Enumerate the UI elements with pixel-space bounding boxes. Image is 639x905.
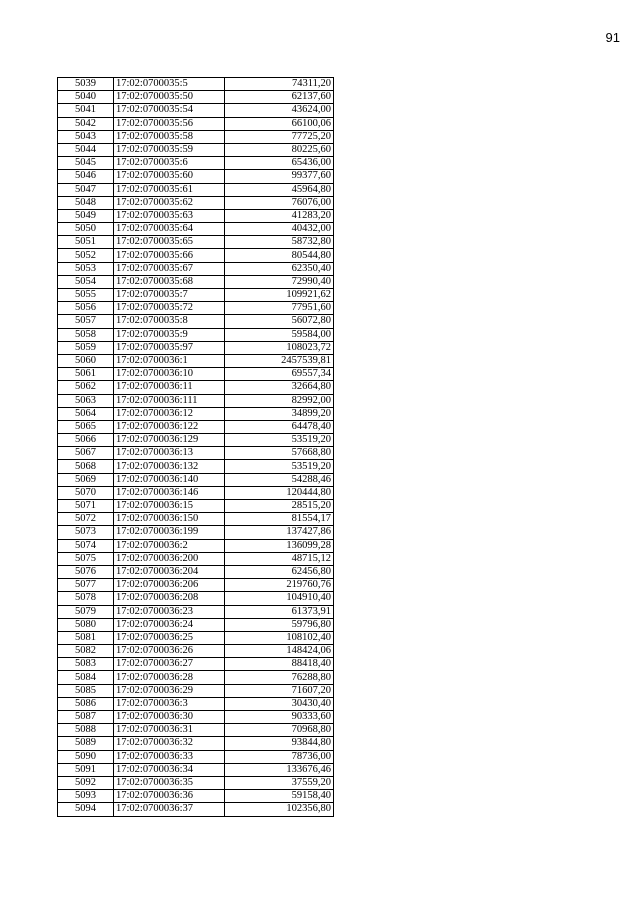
cadastral-number-cell: 17:02:0700036:32 [114,737,225,750]
cadastral-value-cell: 34899,20 [225,407,334,420]
page-number: 91 [605,30,620,45]
cadastral-number-cell: 17:02:0700036:206 [114,579,225,592]
row-number-cell: 5062 [58,381,114,394]
table-row [58,486,334,499]
table-row [58,209,334,222]
table-row [58,579,334,592]
row-number-cell: 5073 [58,526,114,539]
cadastral-number-cell: 17:02:0700036:3 [114,697,225,710]
table-row [58,328,334,341]
cadastral-number-cell: 17:02:0700036:111 [114,394,225,407]
table-row [58,658,334,671]
cadastral-value-cell: 59584,00 [225,328,334,341]
row-number-cell: 5081 [58,631,114,644]
row-number-cell: 5089 [58,737,114,750]
row-number-cell: 5091 [58,763,114,776]
row-number-cell: 5043 [58,130,114,143]
cadastral-number-cell: 17:02:0700035:66 [114,249,225,262]
table-row [58,130,334,143]
cadastral-value-cell: 45964,80 [225,183,334,196]
cadastral-number-cell: 17:02:0700035:56 [114,117,225,130]
table-row [58,104,334,117]
cadastral-value-cell: 71607,20 [225,684,334,697]
table-row [58,381,334,394]
cadastral-number-cell: 17:02:0700035:7 [114,289,225,302]
table-row [58,262,334,275]
cadastral-value-cell: 137427,86 [225,526,334,539]
cadastral-number-cell: 17:02:0700036:35 [114,776,225,789]
row-number-cell: 5078 [58,592,114,605]
table-row [58,170,334,183]
cadastral-value-cell: 88418,40 [225,658,334,671]
row-number-cell: 5063 [58,394,114,407]
table-row [58,526,334,539]
cadastral-value-cell: 109921,62 [225,289,334,302]
cadastral-value-cell: 64478,40 [225,420,334,433]
table-row [58,737,334,750]
cadastral-value-cell: 57668,80 [225,447,334,460]
cadastral-number-cell: 17:02:0700035:68 [114,275,225,288]
table-row [58,473,334,486]
cadastral-value-cell: 81554,17 [225,513,334,526]
row-number-cell: 5084 [58,671,114,684]
cadastral-value-cell: 65436,00 [225,157,334,170]
row-number-cell: 5094 [58,803,114,816]
cadastral-value-cell: 78736,00 [225,750,334,763]
row-number-cell: 5060 [58,354,114,367]
row-number-cell: 5053 [58,262,114,275]
cadastral-number-cell: 17:02:0700035:97 [114,341,225,354]
cadastral-number-cell: 17:02:0700036:25 [114,631,225,644]
cadastral-number-cell: 17:02:0700035:8 [114,315,225,328]
table-row [58,776,334,789]
cadastral-number-cell: 17:02:0700036:30 [114,711,225,724]
table-row [58,565,334,578]
cadastral-number-cell: 17:02:0700036:10 [114,368,225,381]
table-row [58,697,334,710]
cadastral-value-cell: 61373,91 [225,605,334,618]
cadastral-number-cell: 17:02:0700036:27 [114,658,225,671]
cadastral-number-cell: 17:02:0700036:146 [114,486,225,499]
table-row [58,500,334,513]
table-row [58,143,334,156]
cadastral-number-cell: 17:02:0700036:1 [114,354,225,367]
row-number-cell: 5067 [58,447,114,460]
cadastral-number-cell: 17:02:0700036:13 [114,447,225,460]
table-row [58,803,334,816]
cadastral-value-cell: 93844,80 [225,737,334,750]
table-row [58,289,334,302]
row-number-cell: 5059 [58,341,114,354]
row-number-cell: 5075 [58,552,114,565]
table-row [58,196,334,209]
table-row [58,407,334,420]
cadastral-number-cell: 17:02:0700035:6 [114,157,225,170]
cadastral-value-cell: 102356,80 [225,803,334,816]
cadastral-number-cell: 17:02:0700036:23 [114,605,225,618]
row-number-cell: 5057 [58,315,114,328]
row-number-cell: 5044 [58,143,114,156]
row-number-cell: 5045 [58,157,114,170]
cadastral-value-cell: 62456,80 [225,565,334,578]
cadastral-value-cell: 32664,80 [225,381,334,394]
row-number-cell: 5046 [58,170,114,183]
cadastral-value-cell: 37559,20 [225,776,334,789]
cadastral-number-cell: 17:02:0700036:28 [114,671,225,684]
row-number-cell: 5068 [58,460,114,473]
row-number-cell: 5047 [58,183,114,196]
row-number-cell: 5069 [58,473,114,486]
cadastral-value-cell: 58732,80 [225,236,334,249]
cadastral-value-cell: 76076,00 [225,196,334,209]
table-row [58,790,334,803]
table-body [58,78,334,817]
cadastral-number-cell: 17:02:0700036:150 [114,513,225,526]
cadastral-value-cell: 54288,46 [225,473,334,486]
cadastral-value-cell: 136099,28 [225,539,334,552]
cadastral-value-cell: 80225,60 [225,143,334,156]
cadastral-number-cell: 17:02:0700036:208 [114,592,225,605]
row-number-cell: 5054 [58,275,114,288]
cadastral-value-cell: 2457539,81 [225,354,334,367]
cadastral-number-cell: 17:02:0700036:140 [114,473,225,486]
cadastral-value-cell: 40432,00 [225,223,334,236]
cadastral-value-cell: 77725,20 [225,130,334,143]
cadastral-number-cell: 17:02:0700036:122 [114,420,225,433]
cadastral-value-cell: 53519,20 [225,460,334,473]
table-row [58,711,334,724]
row-number-cell: 5070 [58,486,114,499]
row-number-cell: 5086 [58,697,114,710]
cadastral-value-cell: 56072,80 [225,315,334,328]
row-number-cell: 5083 [58,658,114,671]
cadastral-number-cell: 17:02:0700035:5 [114,78,225,91]
cadastral-value-cell: 74311,20 [225,78,334,91]
cadastral-number-cell: 17:02:0700036:29 [114,684,225,697]
table-row [58,750,334,763]
row-number-cell: 5055 [58,289,114,302]
cadastral-number-cell: 17:02:0700036:15 [114,500,225,513]
cadastral-number-cell: 17:02:0700036:24 [114,618,225,631]
cadastral-number-cell: 17:02:0700035:63 [114,209,225,222]
cadastral-value-cell: 99377,60 [225,170,334,183]
cadastral-value-cell: 69557,34 [225,368,334,381]
row-number-cell: 5088 [58,724,114,737]
cadastral-value-cell: 59796,80 [225,618,334,631]
row-number-cell: 5056 [58,302,114,315]
cadastral-number-cell: 17:02:0700035:65 [114,236,225,249]
table-row [58,592,334,605]
table-row [58,539,334,552]
row-number-cell: 5058 [58,328,114,341]
cadastral-number-cell: 17:02:0700036:199 [114,526,225,539]
cadastral-value-cell: 66100,06 [225,117,334,130]
table-row [58,763,334,776]
cadastral-value-cell: 82992,00 [225,394,334,407]
cadastral-number-cell: 17:02:0700035:58 [114,130,225,143]
row-number-cell: 5048 [58,196,114,209]
cadastral-value-cell: 120444,80 [225,486,334,499]
cadastral-number-cell: 17:02:0700035:64 [114,223,225,236]
cadastral-value-cell: 59158,40 [225,790,334,803]
row-number-cell: 5072 [58,513,114,526]
table-row [58,724,334,737]
row-number-cell: 5087 [58,711,114,724]
cadastral-number-cell: 17:02:0700036:132 [114,460,225,473]
cadastral-number-cell: 17:02:0700036:36 [114,790,225,803]
table-row [58,78,334,91]
cadastral-number-cell: 17:02:0700035:72 [114,302,225,315]
cadastral-number-cell: 17:02:0700036:2 [114,539,225,552]
cadastral-value-cell: 76288,80 [225,671,334,684]
row-number-cell: 5080 [58,618,114,631]
cadastral-value-cell: 28515,20 [225,500,334,513]
table-row [58,341,334,354]
table-row [58,605,334,618]
cadastral-value-cell: 133676,46 [225,763,334,776]
cadastral-value-cell: 53519,20 [225,434,334,447]
row-number-cell: 5042 [58,117,114,130]
cadastral-value-table [57,77,334,817]
cadastral-value-cell: 41283,20 [225,209,334,222]
cadastral-number-cell: 17:02:0700036:200 [114,552,225,565]
row-number-cell: 5064 [58,407,114,420]
cadastral-number-cell: 17:02:0700036:11 [114,381,225,394]
table-row [58,394,334,407]
cadastral-value-cell: 48715,12 [225,552,334,565]
cadastral-number-cell: 17:02:0700036:12 [114,407,225,420]
cadastral-value-cell: 43624,00 [225,104,334,117]
cadastral-number-cell: 17:02:0700035:62 [114,196,225,209]
table-row [58,315,334,328]
row-number-cell: 5077 [58,579,114,592]
cadastral-value-cell: 219760,76 [225,579,334,592]
table-row [58,684,334,697]
table-row [58,420,334,433]
table-row [58,434,334,447]
cadastral-number-cell: 17:02:0700036:31 [114,724,225,737]
row-number-cell: 5041 [58,104,114,117]
table-row [58,513,334,526]
row-number-cell: 5039 [58,78,114,91]
table-row [58,183,334,196]
table-row [58,631,334,644]
row-number-cell: 5079 [58,605,114,618]
table-row [58,552,334,565]
row-number-cell: 5093 [58,790,114,803]
cadastral-value-cell: 90333,60 [225,711,334,724]
row-number-cell: 5090 [58,750,114,763]
cadastral-value-cell: 104910,40 [225,592,334,605]
row-number-cell: 5071 [58,500,114,513]
table-row [58,645,334,658]
table-row [58,223,334,236]
table-row [58,157,334,170]
table-row [58,249,334,262]
row-number-cell: 5051 [58,236,114,249]
row-number-cell: 5050 [58,223,114,236]
table-row [58,368,334,381]
cadastral-value-cell: 148424,06 [225,645,334,658]
cadastral-number-cell: 17:02:0700035:59 [114,143,225,156]
row-number-cell: 5074 [58,539,114,552]
cadastral-value-cell: 108102,40 [225,631,334,644]
cadastral-value-cell: 77951,60 [225,302,334,315]
table-row [58,302,334,315]
cadastral-value-cell: 70968,80 [225,724,334,737]
table-row [58,275,334,288]
row-number-cell: 5092 [58,776,114,789]
cadastral-number-cell: 17:02:0700035:61 [114,183,225,196]
row-number-cell: 5076 [58,565,114,578]
cadastral-number-cell: 17:02:0700035:9 [114,328,225,341]
table-row [58,447,334,460]
table-row [58,618,334,631]
cadastral-number-cell: 17:02:0700035:60 [114,170,225,183]
cadastral-number-cell: 17:02:0700035:50 [114,91,225,104]
row-number-cell: 5061 [58,368,114,381]
cadastral-number-cell: 17:02:0700035:54 [114,104,225,117]
cadastral-value-cell: 62137,60 [225,91,334,104]
table-row [58,460,334,473]
row-number-cell: 5049 [58,209,114,222]
cadastral-value-cell: 30430,40 [225,697,334,710]
table-row [58,91,334,104]
row-number-cell: 5040 [58,91,114,104]
row-number-cell: 5065 [58,420,114,433]
cadastral-number-cell: 17:02:0700036:129 [114,434,225,447]
row-number-cell: 5052 [58,249,114,262]
row-number-cell: 5085 [58,684,114,697]
table-row [58,117,334,130]
cadastral-number-cell: 17:02:0700036:204 [114,565,225,578]
cadastral-value-cell: 72990,40 [225,275,334,288]
row-number-cell: 5082 [58,645,114,658]
table-row [58,236,334,249]
table-row [58,354,334,367]
cadastral-value-cell: 108023,72 [225,341,334,354]
row-number-cell: 5066 [58,434,114,447]
cadastral-value-cell: 62350,40 [225,262,334,275]
cadastral-number-cell: 17:02:0700035:67 [114,262,225,275]
cadastral-number-cell: 17:02:0700036:37 [114,803,225,816]
cadastral-number-cell: 17:02:0700036:34 [114,763,225,776]
cadastral-number-cell: 17:02:0700036:33 [114,750,225,763]
cadastral-number-cell: 17:02:0700036:26 [114,645,225,658]
cadastral-value-cell: 80544,80 [225,249,334,262]
table-row [58,671,334,684]
